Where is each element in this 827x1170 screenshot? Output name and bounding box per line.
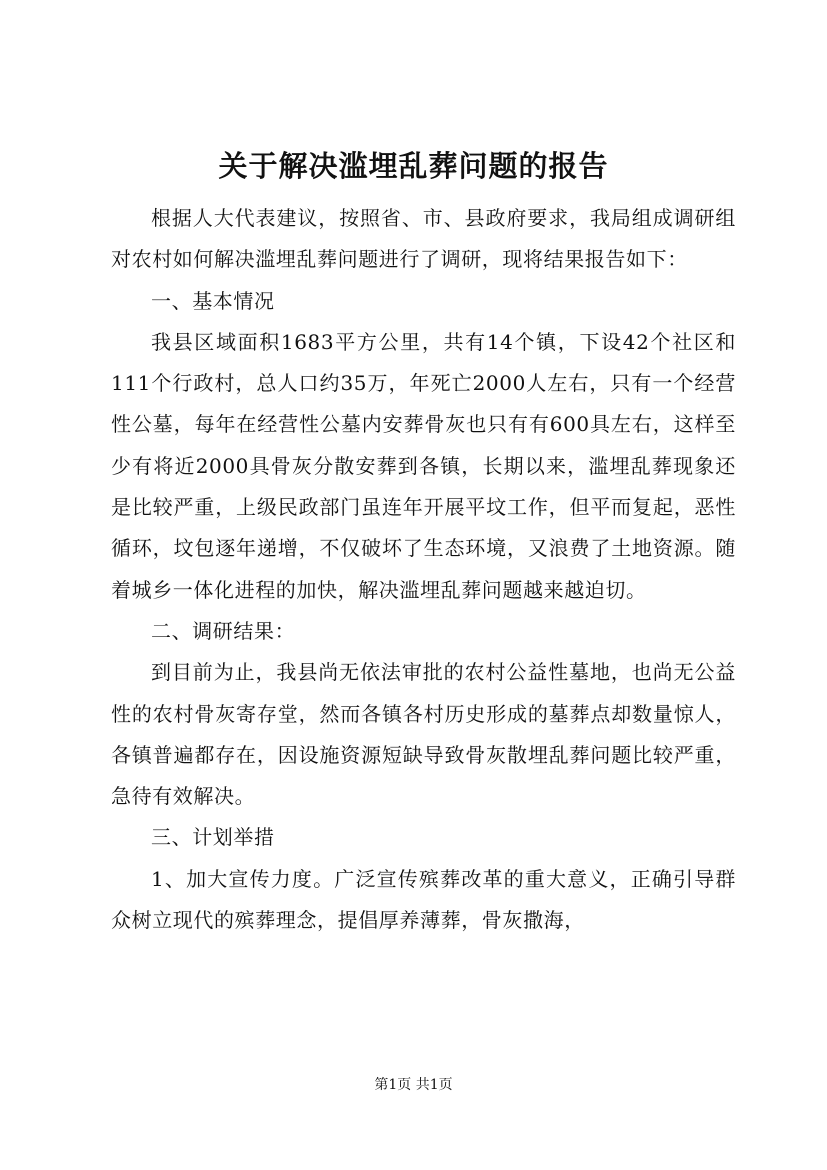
section-heading-research-results: 二、调研结果：	[151, 618, 296, 643]
section-heading-basic-situation: 一、基本情况	[151, 288, 275, 313]
document-body	[111, 198, 736, 941]
section-heading-plan-measures: 三、计划举措	[151, 825, 275, 850]
intro-paragraph: 根据人大代表建议，按照省、市、县政府要求，我局组成调研组对农村如何解决滥埋乱葬问题进行了调研，现将结果报告如下：	[111, 206, 736, 272]
page-footer: 第1页 共1页	[374, 1077, 453, 1093]
basic-situation-paragraph: 我县区域面积1683平方公里，共有14个镇，下设42个社区和111个行政村，总人口约35万，年死亡2000人左右，只有一个经营性公墓，每年在经营性公墓内安葬骨灰也只有有600具左右，这样至少有将近2000具骨灰分散安葬到各镇，长期以来，滥埋乱葬现象还是比较严重，上级民政部门虽连年开展平坟工作，但平而复起，恶性循环，坟包逐年递增，不仅破坏了生态环境，又浪费了土地资源。随着城乡一体化进程的加快，解决滥埋乱葬问题越来越迫切。	[111, 329, 736, 602]
document-title: 关于解决滥埋乱葬问题的报告	[218, 149, 609, 183]
plan-measure-1-paragraph: 1、加大宣传力度。广泛宣传殡葬改革的重大意义，正确引导群众树立现代的殡葬理念，提倡厚养薄葬，骨灰撒海，	[111, 866, 736, 933]
research-results-paragraph: 到目前为止，我县尚无依法审批的农村公益性墓地，也尚无公益性的农村骨灰寄存堂，然而各镇各村历史形成的墓葬点却数量惊人，各镇普遍都存在，因设施资源短缺导致骨灰散埋乱葬问题比较严重，急待有效解决。	[111, 660, 736, 809]
